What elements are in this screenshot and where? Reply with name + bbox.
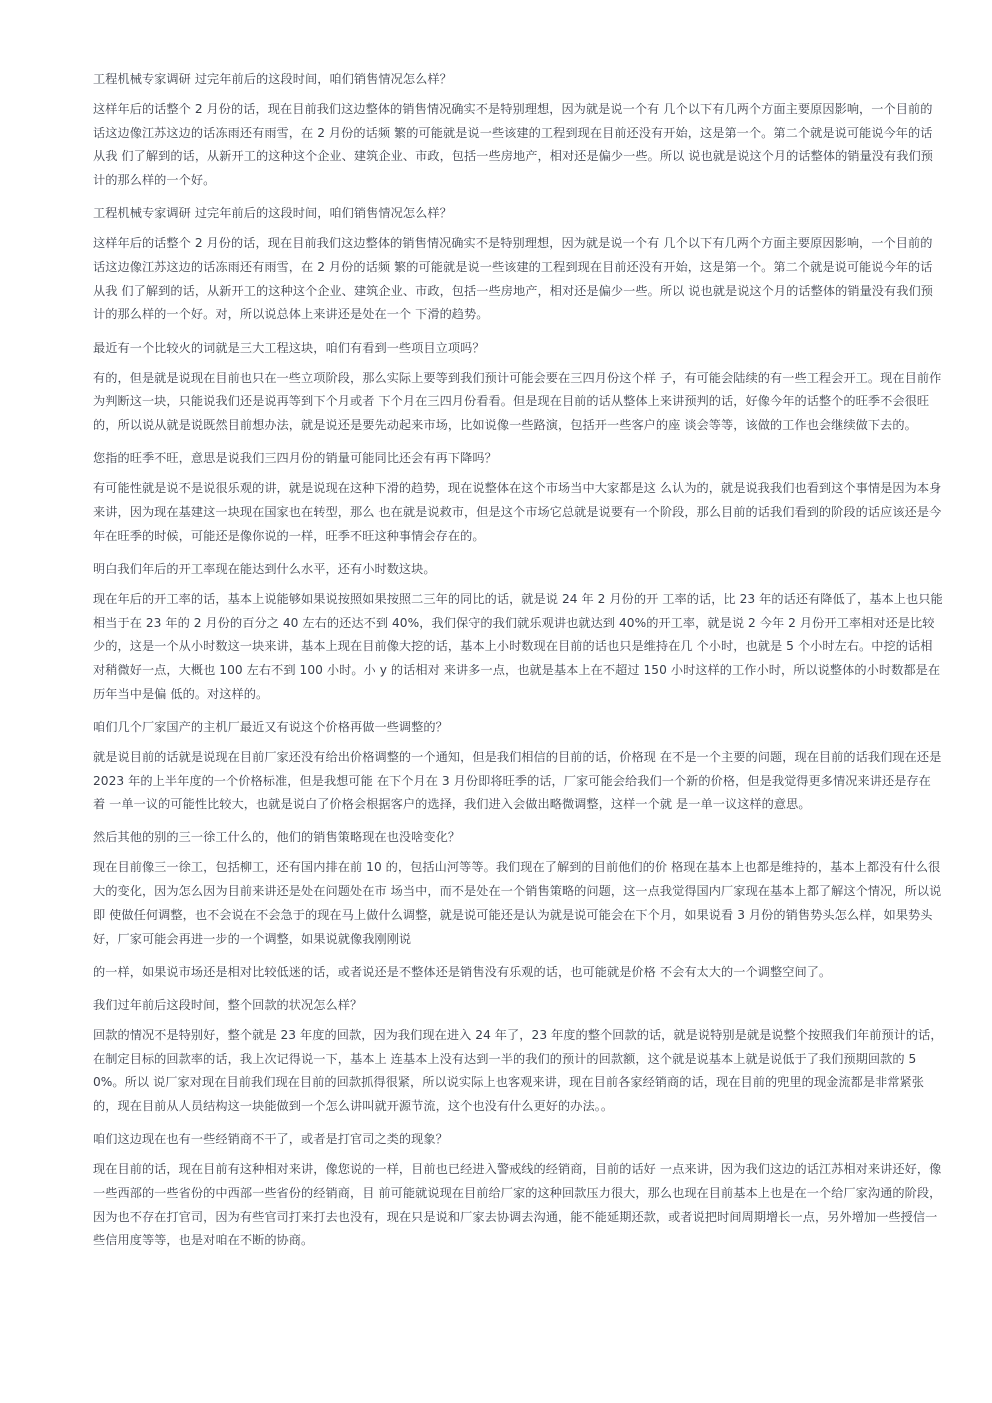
- answer-5: 现在年后的开工率的话，基本上说能够如果说按照如果按照二三年的同比的话，就是说 24 年 2 月份的开 工率的话，比 23 年的话还有降低了，基本上也只能相当于在 23 年的 2 月份的百分之 40 左右的还达不到 40%，我们保守的我们就乐观讲也就达到 40%的开工率，就是说 2 今年 2 月份开工率相对还是比较少的，这是一个从小时数这一块来讲，基本上现在目前像大挖的话，基本上小时数现在目前的话也只是维持在几 个小时，也就是 5 个小时左右。中挖的话相对稍微好一点，大概也 100 左右不到 100 小时。小 y 的话相对 来讲多一点，也就是基本上在不超过 150 小时这样的工作小时，所以说整体的小时数都是在历年当中是偏 低的。对这样的。: [93, 591, 943, 701]
- question-2: 工程机械专家调研 过完年前后的这段时间，咱们销售情况怎么样？: [93, 206, 452, 221]
- question-7: 然后其他的别的三一徐工什么的，他们的销售策略现在也没啥变化？: [93, 830, 461, 845]
- answer-9: 现在目前的话，现在目前有这种相对来讲，像您说的一样，目前也已经进入警戒线的经销商，目前的话好 一点来讲，因为我们这边的话江苏相对来讲还好，像一些西部的一些省份的中西部一些省份的经销商，目 前可能就说现在目前给厂家的这种回款压力很大，那么也现在目前基本上也是在一个给厂家沟通的阶段，因为也不存在打官司，因为有些官司打来打去也没有，现在只是说和厂家去协调去沟通，能不能延期还款，或者说把时间周期增长一点，另外增加一些授信一些信用度等等，也是对咱在不断的协商。: [93, 1162, 942, 1248]
- question-4: 您指的旺季不旺，意思是说我们三四月份的销量可能同比还会有再下降吗？: [93, 451, 497, 466]
- answer-7: 现在目前像三一徐工，包括柳工，还有国内排在前 10 的，包括山河等等。我们现在了解到的目前他们的价 格现在基本上也都是维持的，基本上都没有什么很大的变化，因为怎么因为目前来讲还是处在问题处在市 场当中，而不是处在一个销售策略的问题，这一点我觉得国内厂家现在基本上都了解这个情况，所以说即 使做任何调整，也不会说在不会急于的现在马上做什么调整，就是说可能还是认为就是说可能会在下个月，如果说看 3 月份的销售势头怎么样，如果势头好，厂家可能会再进一步的一个调整，如果说就像我刚刚说: [93, 860, 942, 946]
- question-1: 工程机械专家调研 过完年前后的这段时间，咱们销售情况怎么样？: [93, 72, 452, 86]
- answer-2: 这样年后的话整个 2 月份的话，现在目前我们这边整体的销售情况确实不是特别理想，因为就是说一个有 几个以下有几两个方面主要原因影响，一个目前的话这边像江苏这边的话冻雨还有雨雪，在 2 月份的话频 繁的可能就是说一些该建的工程到现在目前还没有开始，这是第一个。第二个就是说可能说今年的话从我 们了解到的话，从新开工的这种这个企业、建筑企业、市政，包括一些房地产，相对还是偏少一些。所以 说也就是说这个月的话整体的销量没有我们预计的那么样的一个好。对，所以说总体上来讲还是处在一个 下滑的趋势。: [93, 236, 933, 322]
- document-page: [93, 68, 943, 1263]
- answer-1: 这样年后的话整个 2 月份的话，现在目前我们这边整体的销售情况确实不是特别理想，因为就是说一个有 几个以下有几两个方面主要原因影响，一个目前的话这边像江苏这边的话冻雨还有雨雪，在 2 月份的话频 繁的可能就是说一些该建的工程到现在目前还没有开始，这是第一个。第二个就是说可能说今年的话从我 们了解到的话，从新开工的这种这个企业、建筑企业、市政，包括一些房地产，相对还是偏少一些。所以 说也就是说这个月的话整体的销量没有我们预计的那么样的一个好。: [93, 102, 933, 188]
- question-3: 最近有一个比较火的词就是三大工程这块，咱们有看到一些项目立项吗？: [93, 340, 485, 355]
- question-9: 咱们这边现在也有一些经销商不干了，或者是打官司之类的现象？: [93, 1132, 448, 1147]
- question-5: 明白我们年后的开工率现在能达到什么水平，还有小时数这块。: [93, 561, 436, 576]
- answer-6: 就是说目前的话就是说现在目前厂家还没有给出价格调整的一个通知，但是我们相信的目前的话，价格现 在不是一个主要的问题，现在目前的话我们现在还是 2023 年的上半年度的一个价格标准，但是我想可能 在下个月在 3 月份即将旺季的话，厂家可能会给我们一个新的价格，但是我觉得更多情况来讲还是存在着 一单一议的可能性比较大，也就是说白了价格会根据客户的选择，我们进入会做出略微调整，这样一个就 是一单一议这样的意思。: [93, 749, 942, 812]
- answer-7-continued: 的一样，如果说市场还是相对比较低迷的话，或者说还是不整体还是销售没有乐观的话，也可能就是价格 不会有太大的一个调整空间了。: [93, 964, 832, 979]
- question-6: 咱们几个厂家国产的主机厂最近又有说这个价格再做一些调整的？: [93, 719, 448, 734]
- answer-4: 有可能性就是说不是说很乐观的讲，就是说现在这种下滑的趋势，现在说整体在这个市场当中大家都是这 么认为的，就是说我我们也看到这个事情是因为本身来讲，因为现在基建这一块现在国家也在转型，那么 也在就是说救市，但是这个市场它总就是说要有一个阶段，那么目前的话我们看到的阶段的话应该还是今 年在旺季的时候，可能还是像你说的一样，旺季不旺这种事情会存在的。: [93, 481, 942, 543]
- answer-8: 回款的情况不是特别好，整个就是 23 年度的回款，因为我们现在进入 24 年了，23 年度的整个回款的话，就是说特别是就是说整个按照我们年前预计的话，在制定目标的回款率的话，我上次记得说一下，基本上 连基本上没有达到一半的我们的预计的回款额，这个就是说基本上就是说低于了我们预期回款的 50%。所以 说厂家对现在目前我们现在目前的回款抓得很紧，所以说实际上也客观来讲，现在目前各家经销商的话，现在目前的兜里的现金流都是非常紧张的，现在目前从人员结构这一块能做到一个怎么讲叫就开源节流，这个也没有什么更好的办法。。: [93, 1027, 943, 1114]
- answer-3: 有的，但是就是说现在目前也只在一些立项阶段，那么实际上要等到我们预计可能会要在三四月份这个样 子，有可能会陆续的有一些工程会开工。现在目前作为判断这一块，只能说我们还是说再等到下个月或者 下个月在三四月份看看。但是现在目前的话从整体上来讲预判的话，好像今年的话整个的旺季不会很旺的，所以说从就是说既然目前想办法，就是说还是要先动起来市场，比如说像一些路演，包括开一些客户的座 谈会等等，该做的工作也会继续做下去的。: [93, 370, 942, 433]
- question-8: 我们过年前后这段时间，整个回款的状况怎么样？: [93, 997, 363, 1012]
